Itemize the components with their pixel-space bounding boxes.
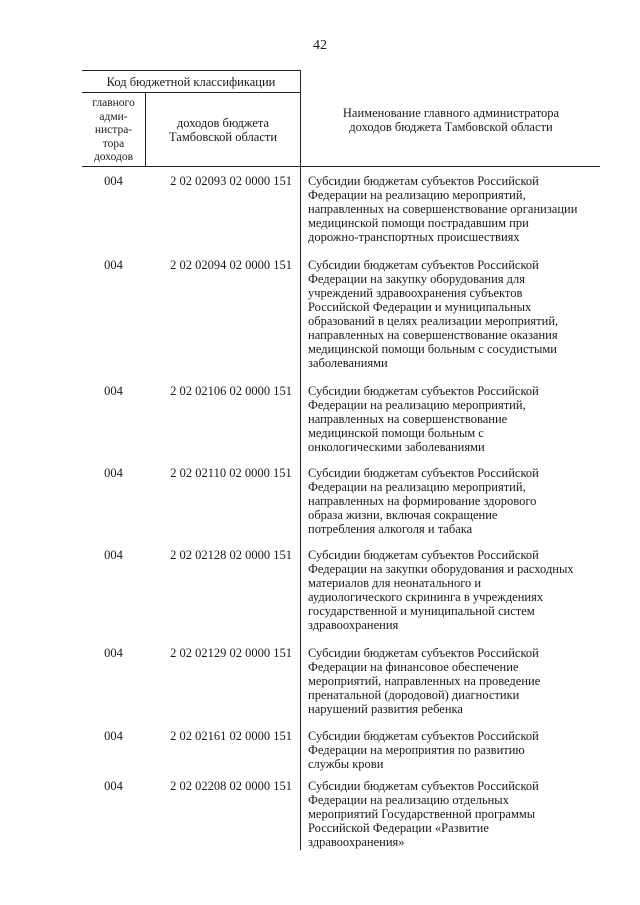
income-name-line: Федерации на реализацию отдельных — [308, 793, 509, 807]
income-name-line: Субсидии бюджетам субъектов Российской — [308, 779, 539, 793]
income-name-line: заболеваниями — [308, 356, 388, 370]
income-name-line: направленных на совершенствование организации — [308, 202, 578, 216]
income-name-line: учреждений здравоохранения субъектов — [308, 286, 523, 300]
admin-header-line: доходов — [93, 151, 134, 163]
income-code-cell: 2 02 02094 02 0000 151 — [170, 258, 292, 272]
income-name-line: Федерации на реализацию мероприятий, — [308, 188, 526, 202]
income-name-cell — [308, 729, 598, 771]
income-name-line: Федерации на мероприятия по развитию — [308, 743, 525, 757]
income-name-line: направленных на формирование здорового — [308, 494, 537, 508]
income-name-line: медицинской помощи пострадавшим при — [308, 216, 529, 230]
income-name-line: Федерации на финансовое обеспечение — [308, 660, 519, 674]
income-name-line: направленных на совершенствование оказания — [308, 328, 558, 342]
income-code-cell: 2 02 02110 02 0000 151 — [170, 466, 292, 480]
header-bottom-border — [82, 166, 600, 167]
income-name-line: Субсидии бюджетам субъектов Российской — [308, 646, 539, 660]
income-code-cell: 2 02 02106 02 0000 151 — [170, 384, 292, 398]
admin-header-line: адми- — [99, 110, 128, 123]
income-name-line: Федерации на закупки оборудования и расходных — [308, 562, 574, 576]
admin-code-cell: 004 — [104, 466, 123, 480]
income-name-cell — [308, 779, 598, 849]
income-name-line: Российской Федерации и муниципальных — [308, 300, 532, 314]
income-name-cell — [308, 548, 598, 632]
income-name-cell — [308, 646, 598, 716]
income-name-cell — [308, 384, 598, 454]
admin-header-line: нистра- — [94, 124, 133, 136]
income-name-line: здравоохранения — [308, 618, 399, 632]
admin-code-cell: 004 — [104, 384, 123, 398]
income-name-cell — [308, 466, 598, 536]
income-code-cell: 2 02 02129 02 0000 151 — [170, 646, 292, 660]
admin-header-line: главного — [92, 97, 135, 109]
income-name-line: Субсидии бюджетам субъектов Российской — [308, 384, 539, 398]
income-name-line: Субсидии бюджетам субъектов Российской — [308, 548, 539, 562]
income-name-line: государственной и муниципальной систем — [308, 604, 535, 618]
income-name-line: Субсидии бюджетам субъектов Российской — [308, 174, 539, 188]
classification-header-divider — [82, 92, 300, 93]
admin-code-cell: 004 — [104, 258, 123, 272]
income-name-line: медицинской помощи больным с сосудистыми — [308, 342, 557, 356]
income-name-cell — [308, 174, 598, 244]
income-name-line: образований в целях реализации мероприятий, — [308, 314, 559, 328]
income-code-cell: 2 02 02208 02 0000 151 — [170, 779, 292, 793]
classification-header: Код бюджетной классификации — [106, 75, 276, 89]
income-name-line: аудиологического скрининга в учреждениях — [308, 590, 544, 604]
admin-code-cell: 004 — [104, 779, 123, 793]
admin-code-cell: 004 — [104, 729, 123, 743]
income-name-line: пренатальной (дородовой) диагностики — [308, 688, 520, 702]
income-column-header — [146, 116, 300, 144]
admin-code-cell: 004 — [104, 646, 123, 660]
income-name-line: Федерации на реализацию мероприятий, — [308, 480, 526, 494]
admin-code-cell: 004 — [104, 548, 123, 562]
income-code-cell: 2 02 02128 02 0000 151 — [170, 548, 292, 562]
admin-code-cell: 004 — [104, 174, 123, 188]
name-header-line: Наименование главного администратора — [342, 106, 560, 120]
income-name-line: Субсидии бюджетам субъектов Российской — [308, 258, 539, 272]
income-code-cell: 2 02 02161 02 0000 151 — [170, 729, 292, 743]
income-name-line: образа жизни, включая сокращение — [308, 508, 498, 522]
income-name-line: онкологическими заболеваниями — [308, 440, 485, 454]
income-name-line: Федерации на реализацию мероприятий, — [308, 398, 526, 412]
income-name-line: медицинской помощи больным с — [308, 426, 484, 440]
income-name-line: Субсидии бюджетам субъектов Российской — [308, 466, 539, 480]
income-header-line: Тамбовской области — [168, 130, 278, 144]
income-name-line: мероприятий, направленных на проведение — [308, 674, 541, 688]
name-header-line: доходов бюджета Тамбовской области — [349, 120, 553, 134]
income-name-line: Российской Федерации «Развитие — [308, 821, 489, 835]
income-name-line: службы крови — [308, 757, 384, 771]
income-header-line: доходов бюджета — [176, 116, 270, 130]
admin-column-header — [82, 97, 145, 165]
income-name-line: Федерации на закупку оборудования для — [308, 272, 526, 286]
income-code-cell: 2 02 02093 02 0000 151 — [170, 174, 292, 188]
admin-header-line: тора — [102, 137, 125, 150]
income-name-line: направленных на совершенствование — [308, 412, 508, 426]
income-name-line: нарушений развития ребенка — [308, 702, 463, 716]
name-column-header — [302, 106, 600, 134]
income-name-cell — [308, 258, 598, 370]
page-number: 42 — [313, 38, 327, 53]
income-name-line: здравоохранения» — [308, 835, 405, 849]
income-name-line: дорожно-транспортных происшествиях — [308, 230, 520, 244]
income-name-line: Субсидии бюджетам субъектов Российской — [308, 729, 539, 743]
income-name-line: мероприятий Государственной программы — [308, 807, 536, 821]
table-top-border — [82, 70, 300, 71]
income-name-line: материалов для неонатального и — [308, 576, 482, 590]
income-name-line: потребления алкоголя и табака — [308, 522, 473, 536]
